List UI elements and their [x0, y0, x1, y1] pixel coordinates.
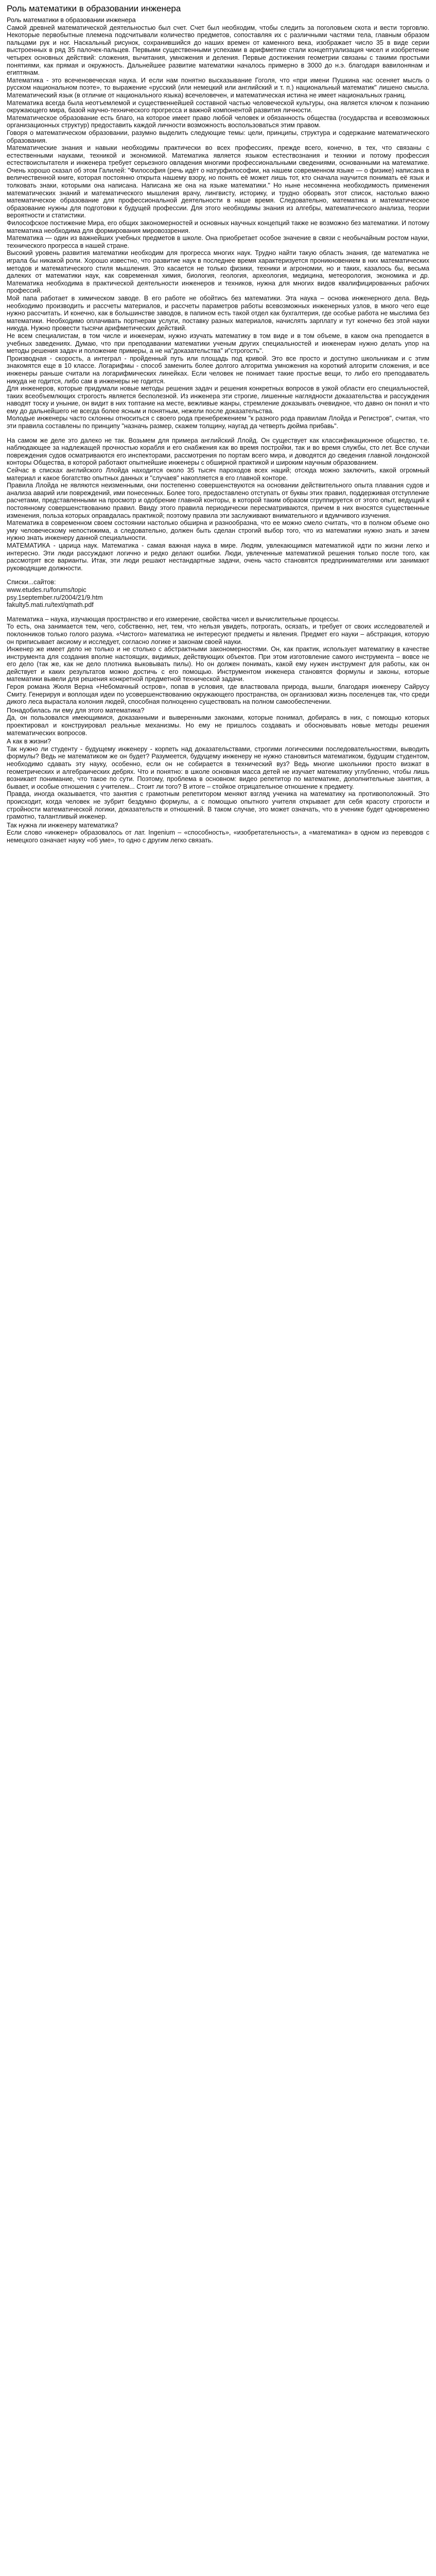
paragraph: МАТЕМАТИКА - царица наук. Математика - самая важная наука в мире. Людям, увлекающимся математикой идти по жизни легко и интересно. Эти люди рассуждают логично и редко делают ошибки. Люди, увлеченные математикой решения только после того, как рассмотрят все варианты. Итак, эти люди решают нестандартные задачи, очень часто становятся предпринимателями или занимают руководящие должности.: [7, 541, 429, 572]
paragraph: Для инженеров, которые придумали новые методы решения задач и решения конкретных вопросов в узкой области его специальностей, таких всеобъемлющих строгость является бесполезной. Из инженера эти строгие, лишенные наглядности доказательства и рассуждения наводят тоску и уныние, он видит в них топтание на месте, вежливые жанры, стремление доказывать очевидное, что давно он понял и что ему до дальнейшего не всегда более ясным и понятным, нежели после доказательства.: [7, 385, 429, 415]
paragraph: Правда, иногда оказывается, что занятия с грамотным репетитором меняют взгляд ученика на математику на противоположный. Это происходит, когда человек не зубрит бездумно формулы, а с помощью опытного учителя открывает для себя красоту строгости и стройности математической логики, доказательств и отношений. В таком случае, это может означать, что в ученике будет одновременно грамотно, талантливый инженер.: [7, 790, 429, 821]
paragraph: Мой папа работает в химическом заводе. В его работе не обойтись без математики. Эта наука – основа инженерного дела. Ведь необходимо производить и рассчеты материалов, и рассчеты параметров работы всевозможных инженерных узлов, в много чего еще нужно рассчитать. И конечно, как в большинстве заводов, в папином есть такой отдел как бухгалтерия, где особые работа не мыслима без математики. Необходимо оплачивать портнерам услуги, поставку разных материалов, начислять зарплату и тут конечно без этой науки никуда. Нужно провести тысячи арифметических действий.: [7, 294, 429, 332]
sources-heading: Списки...сайтов:: [7, 579, 56, 586]
subheading: Так нужна ли инженеру математика?: [7, 821, 118, 829]
paragraph: Если слово «инженер» образовалось от лат. Ingenium – «способность», «изобретательность», а «математика» в одном из переводов с немецкого означает науку «об уме», то одно с другим легко связать.: [7, 829, 429, 844]
source-link-line: [7, 594, 429, 602]
source-link-line: [7, 601, 429, 609]
paragraph: Правила Ллойда не являются неизменными, они постепенно совершенствуются на основании действительного опыта плавания судов и анализа аварий или повреждений, ими понесенных. Более того, предоставлено отступать от буквы этих правил, поддерживая отступление расчетами, представленными на просмотр и одобрение главной конторы, в которой таким образом сгруппируется от этого опыт, ведущий к постоянному совершенствованию правил. Ввиду этого правила периодически пересматриваются, причем в них вносятся существенные изменения, польза которых оправдалась практикой; поэтому правила эти заслуживают внимательного и вдумчивого изучения.: [7, 482, 429, 519]
paragraph: Высокий уровень развития математики необходим для прогресса многих наук. Трудно найти такую область знания, где математика не играла бы никакой роли. Хорошо известно, что развитие наук в последнее время характеризуется проникновением в них математических методов и математического стиля мышления. Это касается не только физики, техники и агрономии, но и таких, казалось бы, весьма далеких от математики наук, как современная химия, биология, геология, археология, медицина, метеорология, экономика и др. Математика необходима в практической деятельности инженеров и техников, нужна для многих видов квалифицированных рабочих профессий.: [7, 249, 429, 295]
paragraph: Математика всегда была неотъемлемой и существеннейшей составной частью человеческой культуры, она является ключом к познанию окружающего мира, базой научно-технического прогресса и важной компонентой развития личности.: [7, 99, 429, 114]
paragraph: Математика - это всеченовеческая наука. И если нам понятно высказывание Гоголя, что «при имени Пушкина нас осеняет мысль о русском национальном поэте», то выражение «русский (или немецкий или английский и т. п.) национальный математик" лишено смысла. Математический язык (в отличие от национального языка) всечеловечен, и математическая истина не имеет национальных границ.: [7, 76, 429, 99]
paragraph: Математика в современном своем состоянии настолько обширна и разнообразна, что ее можно смело считать, что в полном объеме оно уму человеческому непостижима, а следовательно, должен быть сделан строгий выбор того, что из математики нужно знать и зачем нужно знать инженеру данной специальности.: [7, 519, 429, 542]
paragraph: Математика — один из важнейших учебных предметов в школе. Она приобретает особое значение в связи с необычайным ростом науки, технического прогресса в нашей стране.: [7, 234, 429, 249]
paragraph: Молодые инженеры часто склонны относиться с своего рода пренебрежением "к разного рода правилам Ллойда и Регистров", считая, что эти правила составлены по принципу "назначь размер, скажем толщину, наугад да четверть дюйма прибавь".: [7, 415, 429, 430]
paragraph: Говоря о математическом образовании, разумно выделить следующие темы: цели, принципы, структура и содержание математического образования.: [7, 129, 429, 144]
paragraph: То есть, она занимается тем, чего, собственно, нет, тем, что нельзя увидеть, потрогать, осязать, и требует от своих исследователей и поклонников только голого разума. «Чистого» математика не интересуют предметы и явления. Предмет его науки – абстракция, которую он приписывает аксиому и исследует, согласно логике и законам своей науки.: [7, 623, 429, 646]
paragraph: Математическое образование есть благо, на которое имеет право любой человек и обязанность общества (государства и всевозможных организационных структур) предоставить каждой личности возможность воспользоваться этим правом.: [7, 114, 429, 129]
source-link[interactable]: www.etudes.ru/forums/topic: [7, 586, 86, 594]
article: [0, 0, 436, 855]
paragraph: Философское постижение Мира, его общих закономерностей и основных научных концепций также не возможно без математики. И потому математика необходима для формирования мировоззрения.: [7, 219, 429, 234]
subheading: Понадобилась ли ему для этого математика?: [7, 706, 145, 714]
source-link-line: [7, 586, 429, 594]
article-body: [7, 16, 429, 844]
page-title: Роль математики в образовании инженера: [7, 4, 181, 13]
paragraph: Роль математики в образовании инженера: [7, 16, 136, 24]
paragraph: Математические знания и навыки необходимы практически во всех профессиях, прежде всего, конечно, в тех, что связаны с естественными науками, техникой и экономикой. Математика является языком естествознания и техники и потому профессия естествоиспытателя и инженера требует серьезного овладения многими профессиональными сведениями, основанными на математике. Очень хорошо сказал об этом Галилей: "Философия (речь идёт о натурфилософии, на нашем современном языке — о физике) написана в величественной книге, которая постоянно открыта нашему взору, но понять её может лишь тот, кто сначала научится понимать её язык и толковать знаки, которыми она написана. Написана же она на языке математики." Но ныне несомненна необходимость применения математических знаний и математического мышления врачу, лингвисту, историку, и трудно оборвать этот список, настолько важно математическое образование для профессиональной деятельности в наше время. Следовательно, математика и математическое образование нужны для подготовки к будущей профессии. Для этого необходимы знания из алгебры, математического анализа, теории вероятности и статистики.: [7, 144, 429, 219]
paragraph: Сейчас в списках английского Ллойда находится около 35 тысяч пароходов всех наций; отсюда можно заключить, какой огромный материал и какое богатство опытных данных и "случаев" накопляется в его главной конторе.: [7, 467, 429, 482]
paragraph: Инженер же имеет дело не только и не столько с абстрактными закономерностями. Он, как практик, использует математику в качестве инструмента для создания вполне настоящих, видимых, действующих объектов. При этом изготовление самого инструмента – вовсе не его дело (так же, как не дело плотника выковывать пилы). Но он должен понимать, какой ему нужен инструмент для работы, как он действует и каких результатов можно достичь с его помощью. Инструментом инженера становятся формулы и законы, которые математики вывели для решения конкретной предметной технической задачи.: [7, 646, 429, 683]
paragraph: На самом же деле это далеко не так. Возьмем для примера английский Ллойд. Он существует как классификационное общество, т.е. наблюдающее за надлежащей прочностью корабля и его снабжения как во время постройки, так и во время службы, сто лет. Все случаи повреждения судов осматриваются его инспекторами, рассмотрения по портам всего мира, и доводятся до сведения главной лондонской конторы Общества, в которой работают опытнейшие инженеры с обширной практикой и широким научным образованием.: [7, 436, 429, 467]
subheading: А как в жизни?: [7, 738, 51, 745]
source-link[interactable]: fakulty5.mati.ru/text/qmath.pdf: [7, 601, 94, 609]
paragraph: Производная - скорость, а интеграл - пройденный путь или площадь под кривой. Это все просто и доступно школьникам и с этим знакомятся еще в 10 классе. Логарифмы - способ заменить более долгого алгоритма умножения на короткий алгоритм сложения, и все инженеры раньше считали на логарифмических линейках. Если человек не понимает такие простые вещи, то либо его преподаватель никуда не годится, либо сам в инженеры не годится.: [7, 354, 429, 385]
paragraph: Самой древней математической деятельностью был счет. Счет был необходим, чтобы следить за поголовьем скота и вести торговлю. Некоторые первобытные племена подсчитывали количество предметов, сопоставляя их с различными частями тела, главным образом пальцами рук и ног. Наскальный рисунок, сохранившийся до наших времен от каменного века, изображает число 35 в виде серии выстроенных в ряд 35 палочек-пальцев. Первыми существенными успехами в арифметике стали концептуализация чисел и изобретение четырех основных действий: сложения, вычитания, умножения и деления. Первые достижения геометрии связаны с такими простыми понятиями, как прямая и окружность. Дальнейшее развитие математики началось примерно в 3000 до н.э. благодаря вавилонянам и египтянам.: [7, 24, 429, 77]
source-link[interactable]: psy.1september.ru/2004/21/9.htm: [7, 594, 103, 601]
paragraph: Так нужно ли студенту - будущему инженеру - корпеть над доказательствами, строгими логическими последовательностями, выводить формулы? Ведь не математиком же он будет? Разумеется, будущему инженеру не нужно становиться математиком, будущим студентом, необходимо сдавать эту науку, особенно, если он не собирается в технический вуз? Ведь многие школьники просто визжат в геометрических и алгебраических дебрях. Что и понятно: в школе основная масса детей не изучает математику углубленно, чтобы лишь возникает понимание, что такое по сути. Поэтому, проблема в основном: видео репетитор по математике, дополнительные занятия, а бывает, и особые отношения с учителем... Стоит ли того? В итоге – стойкое отрицательное отношение к предмету.: [7, 745, 429, 790]
paragraph: Да, он пользовался имеющимися, доказанными и выверенными законами, которые понимал, добираясь в них, с помощью которых проектировал и конструировал реальные механизмы. Но ему не пришлось создавать и обосновывать новые методы решения математических вопросов.: [7, 714, 429, 737]
paragraph: Не всем специалистам, в том числе и инженерам, нужно изучать математику в том виде и в том объеме, в каком она преподается в учебных заведениях. Думаю, что при преподавании математики ученым других специальностей и инженерам нужно делать упор на методы решения задач и положение примеры, а не на"доказательства" и"строгость".: [7, 332, 429, 355]
paragraph: Математика – наука, изучающая пространство и его измерение, свойства чисел и вычислительные процессы.: [7, 615, 340, 623]
paragraph: Героя романа Жюля Верна «Небомачный остров», попав в условия, где властвовала природа, вышли, благодаря инженеру Сайрусу Смиту. Генерируя и воплощая идеи по усовершенствованию окружающего пространства, он организовал жизнь поселенцев так, что среди дикого леса вырастала колония людей, способная полноценно существовать на полном самообеспечении.: [7, 683, 429, 706]
